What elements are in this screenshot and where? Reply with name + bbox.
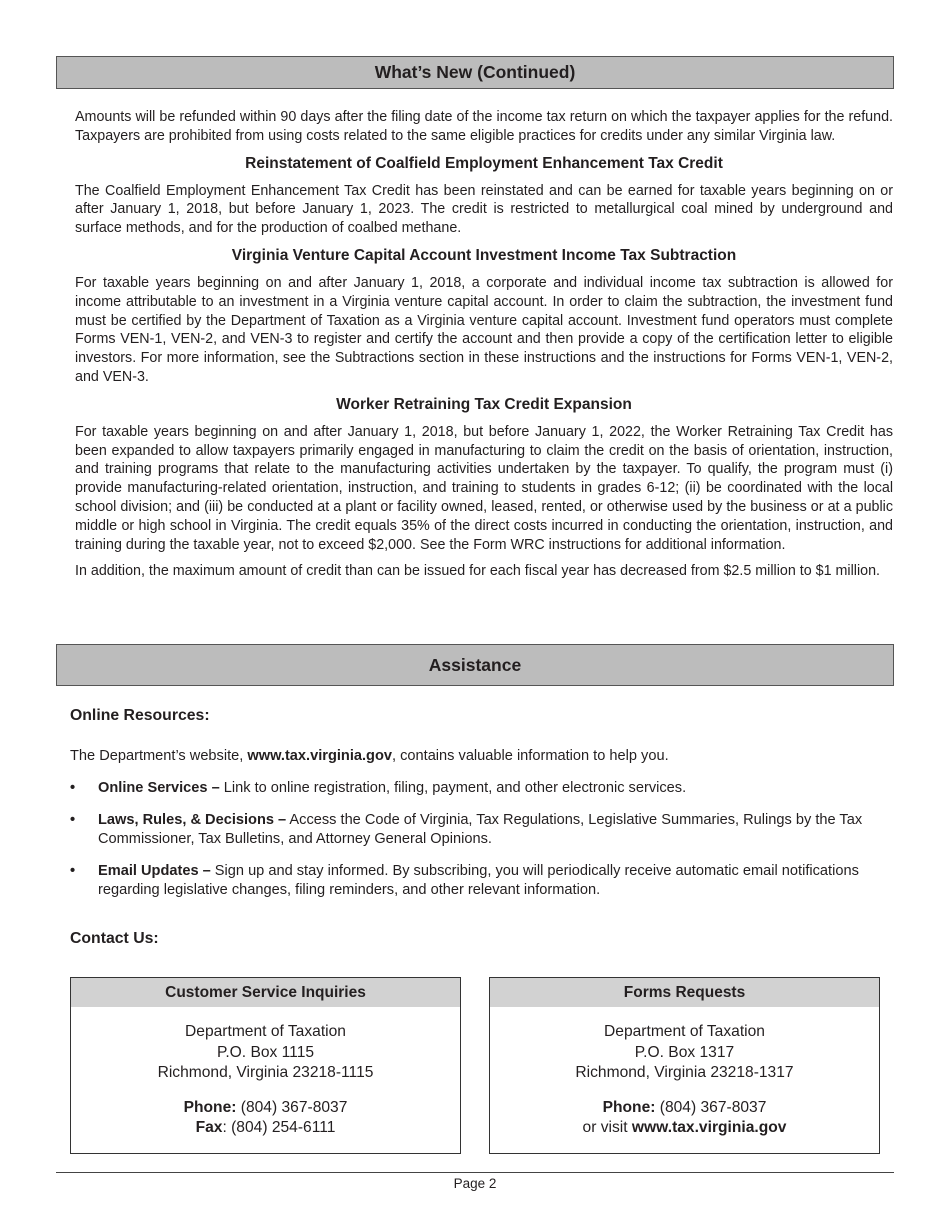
phone-number: (804) 367-8037 <box>236 1098 348 1116</box>
forms-requests-body <box>490 1007 879 1139</box>
whats-new-content <box>75 108 893 589</box>
assistance-title: Assistance <box>428 654 522 675</box>
visit-line <box>490 1118 879 1139</box>
address-line: Richmond, Virginia 23218-1115 <box>157 1064 374 1081</box>
forms-requests-box <box>489 977 880 1154</box>
bullet-text: Access the Code of Virginia, Tax Regulations, Legislative Summaries, Rulings by the Tax Commissioner, Tax Bulletins, and Attorney General Opinions. <box>98 812 863 847</box>
address-line: Department of Taxation <box>185 1023 346 1040</box>
customer-service-box <box>70 977 461 1154</box>
website-sentence <box>70 747 890 766</box>
contact-us-heading: Contact Us: <box>70 930 159 947</box>
website-link[interactable]: www.tax.virginia.gov <box>247 748 392 764</box>
customer-service-body <box>71 1007 460 1139</box>
intro-paragraph: Amounts will be refunded within 90 days after the filing date of the income tax return on which the taxpayer applies for the refund. Taxpayers are prohibited from using costs related to the same eligible practices for credits under any similar Virginia law. <box>75 109 893 144</box>
venture-capital-heading: Virginia Venture Capital Account Investment Income Tax Subtraction <box>231 246 737 264</box>
address-line: Department of Taxation <box>604 1023 765 1040</box>
fax-number: : (804) 254-6111 <box>222 1119 336 1136</box>
address-line: Richmond, Virginia 23218-1317 <box>575 1064 794 1081</box>
page-number: Page 2 <box>453 1176 497 1191</box>
fax-line <box>71 1118 460 1139</box>
coalfield-paragraph: The Coalfield Employment Enhancement Tax Credit has been reinstated and can be earned for taxable years beginning on or after January 1, 2018, but before January 1, 2023. The credit is restricted to metallurgical coal mined by underground and surface methods, and for the production of coalbed methane. <box>75 182 893 237</box>
phone-line <box>71 1098 460 1119</box>
worker-retraining-heading: Worker Retraining Tax Credit Expansion <box>336 395 632 413</box>
website-post: , contains valuable information to help you. <box>392 748 669 764</box>
bullet-icon: • <box>70 812 76 828</box>
assistance-banner <box>56 644 894 686</box>
worker-retraining-paragraph: For taxable years beginning on and after January 1, 2018, but before January 1, 2022, the Worker Retraining Tax Credit has been expanded to allow taxpayers primarily engaged in manufacturing to claim the credit on the basis of orientation, instruction, and training programs that relate to the manufacturing activities undertaken by the taxpayer. To qualify, the program must (i) provide manufacturing-related orientation, instruction, and training to students in grades 6-12; (ii) be coordinated with the local school division; and (iii) be conducted at a plant or facility owned, leased, rented, or otherwise used by the business or at a public middle or high school in Virginia. The credit equals 35% of the direct costs incurred in conducting the orientation, instruction, and training during the taxable year, not to exceed $2,000. See the Form WRC instructions for additional information. <box>75 423 893 553</box>
phone-label: Phone: <box>183 1098 237 1116</box>
bullet-icon: • <box>70 780 76 796</box>
address-line: P.O. Box 1317 <box>634 1043 735 1061</box>
online-resources-heading: Online Resources: <box>70 707 210 724</box>
whats-new-title: What’s New (Continued) <box>374 62 576 82</box>
whats-new-banner <box>56 56 894 89</box>
coalfield-heading: Reinstatement of Coalfield Employment Enhancement Tax Credit <box>245 154 723 172</box>
phone-number: (804) 367-8037 <box>655 1098 767 1116</box>
address-line: P.O. Box 1115 <box>216 1043 315 1061</box>
bullet-icon: • <box>70 863 76 879</box>
online-resources-list <box>70 779 882 913</box>
customer-service-title: Customer Service Inquiries <box>71 978 460 1007</box>
bullet-text: Sign up and stay informed. By subscribing, you will periodically receive automatic email notifications regarding legislative changes, filing reminders, and other relevant information. <box>98 863 859 898</box>
worker-retraining-paragraph-2: In addition, the maximum amount of credit than can be issued for each fiscal year has decreased from $2.5 million to $1 million. <box>75 563 881 580</box>
list-item <box>70 811 882 849</box>
forms-requests-title: Forms Requests <box>490 978 879 1007</box>
bullet-label: Online Services – <box>98 780 220 796</box>
list-item <box>70 862 882 900</box>
phone-label: Phone: <box>602 1098 656 1116</box>
website-pre: The Department’s website, <box>70 748 248 764</box>
venture-capital-paragraph: For taxable years beginning on and after January 1, 2018, a corporate and individual income tax subtraction is allowed for income attributable to an investment in a Virginia venture capital account. In order to claim the subtraction, the investment fund must be certified by the Department of Taxation as a Virginia venture capital account. Investment fund operators must complete Forms VEN-1, VEN-2, and VEN-3 to register and certify the account and then provide a copy of the certification letter to eligible investors. For more information, see the Subtractions section in these instructions and the instructions for Forms VEN-1, VEN-2, and VEN-3. <box>75 274 893 385</box>
footer-divider <box>56 1172 894 1173</box>
fax-label: Fax <box>195 1119 223 1136</box>
visit-prefix: or visit <box>582 1119 632 1136</box>
bullet-label: Laws, Rules, & Decisions – <box>98 812 287 828</box>
list-item <box>70 779 882 798</box>
visit-link[interactable]: www.tax.virginia.gov <box>631 1119 787 1136</box>
bullet-text: Link to online registration, filing, payment, and other electronic services. <box>219 780 687 796</box>
bullet-label: Email Updates – <box>98 863 211 879</box>
phone-line <box>490 1098 879 1119</box>
